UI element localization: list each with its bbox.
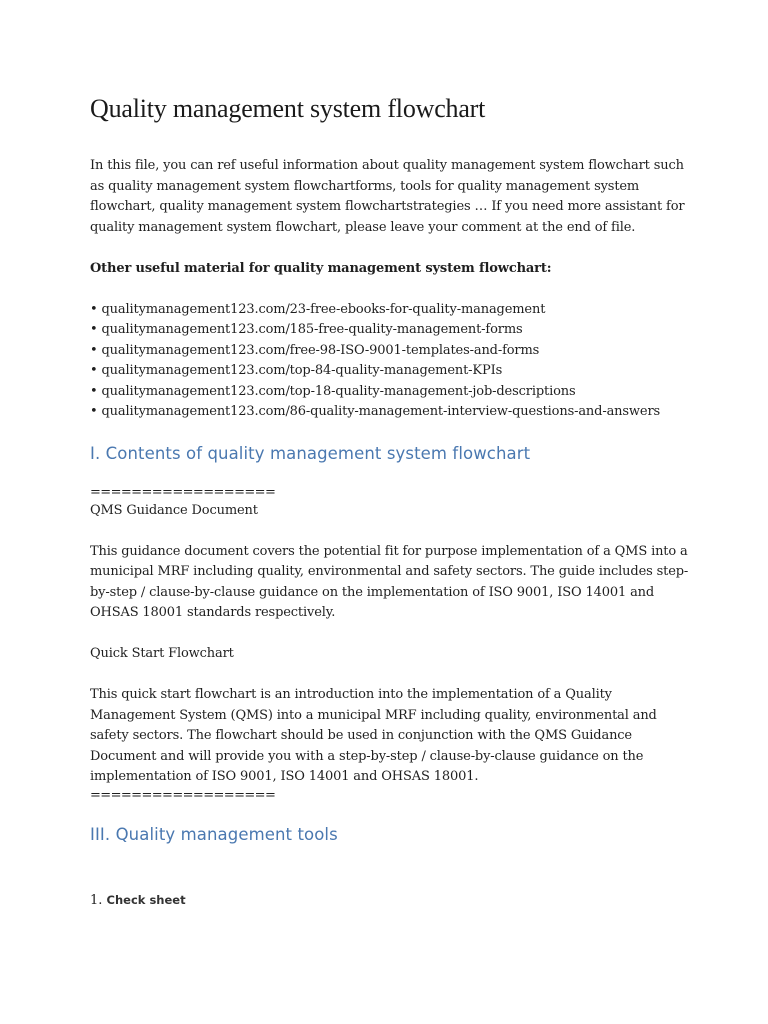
resource-link[interactable]: • qualitymanagement123.com/23-free-ebooks-for-quality-management [90, 301, 546, 317]
resource-link[interactable]: • qualitymanagement123.com/top-84-quality-management-KPIs [90, 363, 503, 378]
intro-paragraph: In this file, you can ref useful information about quality management system flowchart such as quality management system flowchartforms, tools for quality management system flowchart, quality management system flowchartstrategies … If you need more assistant for quality management system flowchart, please leave your comment at the end of file. [90, 158, 685, 235]
divider-line-end: ================== [90, 787, 276, 803]
tool-item-number: 1. [90, 892, 103, 908]
quick-start-title: Quick Start Flowchart [90, 646, 234, 661]
tool-item-label: Check sheet [106, 892, 186, 907]
qms-guidance-paragraph: This guidance document covers the potential fit for purpose implementation of a QMS into a municipal MRF including quality, environmental and safety sectors. The guide includes step-by-step / clause-by-clause guidance on the implementation of ISO 9001, ISO 14001 and OHSAS 18001 standards respectively. [90, 543, 689, 620]
document-page [90, 92, 690, 911]
resource-link[interactable]: • qualitymanagement123.com/free-98-ISO-9001-templates-and-forms [90, 342, 540, 358]
resource-link-list [90, 300, 690, 423]
tool-list-item [90, 890, 690, 911]
resource-link[interactable]: • qualitymanagement123.com/185-free-quality-management-forms [90, 322, 523, 337]
resource-link[interactable]: • qualitymanagement123.com/86-quality-management-interview-questions-and-answers [90, 404, 661, 419]
divider-line: ================== [90, 484, 276, 500]
section-heading-tools: III. Quality management tools [90, 824, 338, 844]
qms-guidance-title: QMS Guidance Document [90, 502, 258, 518]
section-heading-contents: I. Contents of quality management system flowchart [90, 443, 531, 463]
quick-start-paragraph: This quick start flowchart is an introduction into the implementation of a Quality Management System (QMS) into a municipal MRF including quality, environmental and safety sectors. The flowchart should be used in conjunction with the QMS Guidance Document and will provide you with a step-by-step / clause-by-clause guidance on the implementation of ISO 9001, ISO 14001 and OHSAS 18001. [90, 687, 657, 784]
other-material-heading: Other useful material for quality management system flowchart: [90, 260, 552, 276]
resource-link[interactable]: • qualitymanagement123.com/top-18-quality-management-job-descriptions [90, 383, 576, 399]
document-title: Quality management system flowchart [90, 94, 486, 123]
